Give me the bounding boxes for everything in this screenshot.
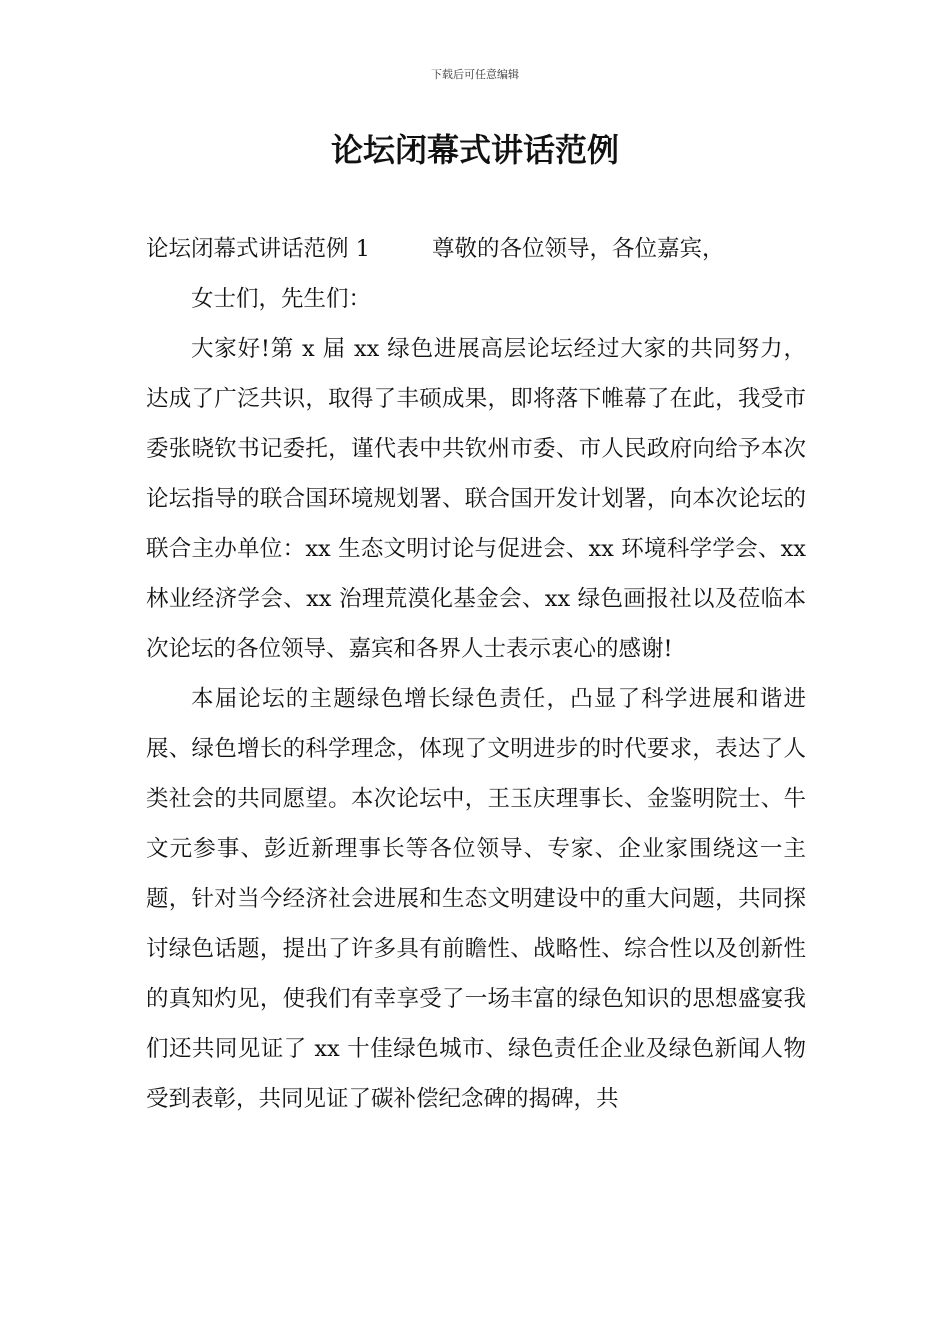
lead-heading: 论坛闭幕式讲话范例 1: [146, 236, 370, 262]
lead-line: [146, 224, 806, 274]
document-body: [146, 224, 806, 1124]
lead-greeting: 尊敬的各位领导，各位嘉宾，: [431, 236, 725, 262]
paragraph-thanks: 大家好!第 x 届 xx 绿色进展高层论坛经过大家的共同努力，达成了广泛共识，取得了丰硕成果，即将落下帷幕了在此，我受市委张晓钦书记委托，谨代表中共钦州市委、市人民政府向给予本次论坛指导的联合国环境规划署、联合国开发计划署，向本次论坛的联合主办单位：xx 生态文明讨论与促进会、xx 环境科学学会、xx 林业经济学会、xx 治理荒漠化基金会、xx 绿色画报社以及莅临本次论坛的各位领导、嘉宾和各界人士表示衷心的感谢!: [146, 336, 806, 662]
paragraph-theme: 本届论坛的主题绿色增长绿色责任，凸显了科学进展和谐进展、绿色增长的科学理念，体现了文明进步的时代要求，表达了人类社会的共同愿望。本次论坛中，王玉庆理事长、金鉴明院士、牛文元参事、彭近新理事长等各位领导、专家、企业家围绕这一主题，针对当今经济社会进展和生态文明建设中的重大问题，共同探讨绿色话题，提出了许多具有前瞻性、战略性、综合性以及创新性的真知灼见，使我们有幸享受了一场丰富的绿色知识的思想盛宴我们还共同见证了 xx 十佳绿色城市、绿色责任企业及绿色新闻人物受到表彰，共同见证了碳补偿纪念碑的揭碑，共: [146, 686, 806, 1112]
header-note: 下载后可任意编辑: [431, 68, 519, 81]
document-title: 论坛闭幕式讲话范例: [330, 131, 619, 169]
paragraph-salutation: 女士们，先生们：: [191, 286, 372, 312]
